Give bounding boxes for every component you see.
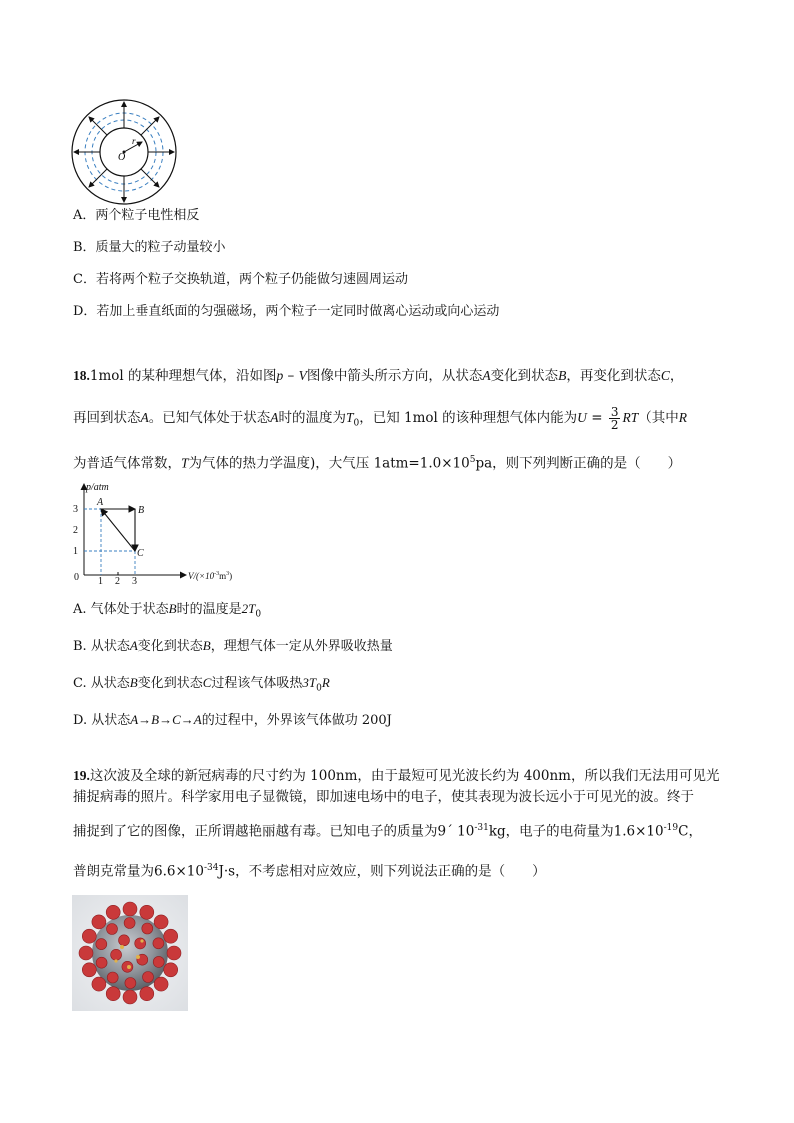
y-tick-2: 2: [73, 525, 78, 536]
path-c-to-a: [101, 509, 135, 551]
virus-spike: [164, 929, 178, 943]
virus-spike: [96, 957, 107, 968]
virus-spike: [154, 977, 168, 991]
q18-option-d: D. 从状态A→B→C→A的过程中，外界该气体做功 200J: [73, 712, 392, 728]
q19-line-1: 19.这次波及全球的新冠病毒的尺寸约为 100nm，由于最短可见光波长约为 400nm，所以我们无法用可见光: [73, 768, 720, 784]
virus-spike: [164, 963, 178, 977]
virus-spike: [82, 963, 96, 977]
virus-spike: [153, 938, 164, 949]
virus-spike: [111, 949, 122, 960]
virus-spike: [106, 905, 120, 919]
y-axis-label: p/atm: [86, 482, 109, 493]
virus-spike: [82, 929, 96, 943]
point-c-label: C: [137, 548, 144, 559]
x-tick-2: 2: [115, 576, 120, 585]
virus-spike: [167, 946, 181, 960]
q19-line-3: 捕捉到了它的图像，正所谓越艳丽越有毒。已知电子的质量为9´ $10^{-31}kg$，电子的电荷量为$1.6\times 10^{-19}C$，: [73, 823, 702, 840]
q19-line-4: 普朗克常量为$6.6\times 10^{-34}J\cdot s$，不考虑相对应效应，则下列说法正确的是（ ）: [73, 863, 546, 880]
q18-line-2: 再回到状态A。已知气体处于状态A时的温度为$T_0$，已知 1mol 的该种理想气体内能为U = $\frac{3}{2}$ RT（其中R: [73, 405, 687, 432]
label-r: r: [132, 136, 136, 146]
coronavirus-image: [72, 895, 188, 1011]
virus-spike: [92, 977, 106, 991]
virus-spike: [140, 987, 154, 1001]
virus-spike: [125, 978, 136, 989]
x-tick-3: 3: [132, 576, 137, 585]
q18-line-1: 18.1mol 的某种理想气体，沿如图p – V图像中箭头所示方向，从状态A变化到状态B，再变化到状态C，: [73, 368, 684, 384]
q17-option-d: D．若加上垂直纸面的匀强磁场，两个粒子一定同时做离心运动或向心运动: [73, 304, 500, 319]
point-b-label: B: [138, 505, 145, 516]
q18-option-c: C. 从状态B变化到状态C过程该气体吸热$3T_0R$: [73, 675, 330, 694]
q18-option-a: A. 气体处于状态B时的温度是$2T_0$: [73, 601, 262, 620]
q17-circle-figure: [70, 98, 178, 206]
virus-spike: [123, 990, 137, 1004]
q17-option-b: B．质量大的粒子动量较小: [73, 240, 226, 255]
q17-option-c: C．若将两个粒子交换轨道，两个粒子仍能做匀速圆周运动: [73, 272, 408, 287]
q18-option-b: B. 从状态A变化到状态B，理想气体一定从外界吸收热量: [73, 638, 393, 654]
q19-line-2: 捕捉病毒的照片。科学家用电子显微镜，即加速电场中的电子，使其表现为波长远小于可见光的波。终于: [73, 789, 694, 805]
virus-spike: [135, 938, 146, 949]
point-a-label: A: [97, 497, 104, 508]
y-tick-1: 1: [73, 546, 78, 557]
virus-spike: [124, 918, 135, 929]
virus-spike: [140, 905, 154, 919]
q19-number: 19.: [73, 768, 90, 783]
virus-spike: [123, 902, 137, 916]
q18-number: 18.: [73, 368, 90, 383]
virus-spike: [107, 924, 118, 935]
virus-spike: [106, 987, 120, 1001]
virus-spike: [154, 915, 168, 929]
q17-option-a: A．两个粒子电性相反: [73, 208, 200, 223]
virus-spike: [96, 939, 107, 950]
y-tick-3: 3: [73, 504, 78, 515]
virus-spike: [143, 972, 154, 983]
origin-label: 0: [74, 572, 79, 583]
virus-spike: [107, 972, 118, 983]
q18-line-3: 为普适气体常数，T为气体的热力学温度)，大气压 $1atm=1.0\times 10^5pa$，则下列判断正确的是（ ）: [73, 455, 682, 472]
virus-spike: [79, 946, 93, 960]
virus-spike: [153, 956, 164, 967]
x-axis-label: $V/(\times 10^{-3}m^3)$: [188, 571, 233, 581]
virus-spike: [92, 915, 106, 929]
fraction-3-2: $\frac{3}{2}$: [610, 405, 619, 432]
q18-pv-graph: [68, 480, 258, 585]
virus-spike: [142, 923, 153, 934]
x-tick-1: 1: [98, 576, 103, 585]
label-O: O: [118, 152, 126, 163]
virus-spike: [119, 935, 130, 946]
